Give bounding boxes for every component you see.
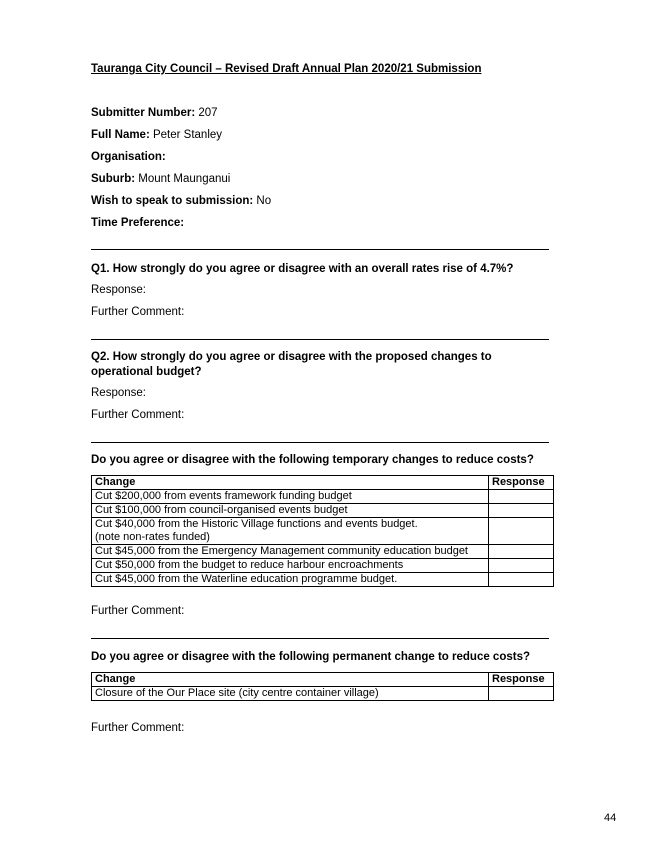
q2-response-label: Response:: [91, 387, 146, 399]
section-divider: [91, 638, 549, 639]
table-row: [92, 687, 554, 701]
q1-comment-label: Further Comment:: [91, 306, 185, 318]
organisation-field: [91, 151, 166, 163]
submitter-number-field: [91, 107, 218, 119]
change-cell: Cut $50,000 from the budget to reduce harbour encroachments: [92, 559, 489, 573]
time-preference-field: [91, 217, 184, 229]
submitter-number-label: Submitter Number:: [91, 107, 196, 119]
change-cell: [92, 518, 489, 545]
full-name-label: Full Name:: [91, 129, 150, 141]
section-divider: [91, 442, 549, 443]
table-header-row: [92, 673, 554, 687]
response-cell: [489, 518, 554, 545]
response-cell: [489, 559, 554, 573]
time-preference-label: Time Preference:: [91, 217, 185, 229]
change-cell: Cut $45,000 from the Waterline education programme budget.: [92, 573, 489, 587]
change-header: Change: [92, 476, 489, 490]
q2-question: Q2. How strongly do you agree or disagree with the proposed changes to operational budget?: [91, 351, 492, 378]
q2-comment-label: Further Comment:: [91, 409, 185, 421]
temporary-changes-table: [91, 475, 554, 587]
change-line-1: Cut $40,000 from the Historic Village functions and events budget.: [95, 518, 418, 530]
table-row: [92, 490, 554, 504]
temporary-comment-label: Further Comment:: [91, 605, 185, 617]
suburb-field: [91, 173, 230, 185]
table-header-row: [92, 476, 554, 490]
wish-to-speak-value: No: [253, 195, 272, 207]
suburb-value: Mount Maunganui: [135, 173, 231, 185]
response-cell: [489, 490, 554, 504]
table-row: [92, 504, 554, 518]
response-cell: [489, 545, 554, 559]
response-cell: [489, 573, 554, 587]
page-number: 44: [604, 812, 617, 824]
organisation-label: Organisation:: [91, 151, 166, 163]
table-row: [92, 545, 554, 559]
section-divider: [91, 249, 549, 250]
temporary-question: Do you agree or disagree with the following temporary changes to reduce costs?: [91, 454, 534, 466]
permanent-comment-label: Further Comment:: [91, 722, 185, 734]
response-cell: [489, 504, 554, 518]
wish-to-speak-label: Wish to speak to submission:: [91, 195, 254, 207]
change-cell: Cut $45,000 from the Emergency Management community education budget: [92, 545, 489, 559]
response-cell: [489, 687, 554, 701]
suburb-label: Suburb:: [91, 173, 136, 185]
response-header: Response: [489, 673, 554, 687]
response-header: Response: [489, 476, 554, 490]
permanent-question: Do you agree or disagree with the following permanent change to reduce costs?: [91, 651, 530, 663]
q1-response-label: Response:: [91, 284, 146, 296]
submitter-number-value: 207: [195, 107, 218, 119]
section-divider: [91, 339, 549, 340]
table-row: [92, 573, 554, 587]
document-title: Tauranga City Council – Revised Draft Annual Plan 2020/21 Submission: [91, 63, 482, 75]
change-line-2: (note non-rates funded): [95, 531, 210, 543]
table-row: [92, 559, 554, 573]
change-cell: Cut $200,000 from events framework funding budget: [92, 490, 489, 504]
permanent-change-table: [91, 672, 554, 701]
q1-question: Q1. How strongly do you agree or disagree with an overall rates rise of 4.7%?: [91, 263, 514, 275]
change-cell: Closure of the Our Place site (city centre container village): [92, 687, 489, 701]
full-name-value: Peter Stanley: [149, 129, 223, 141]
wish-to-speak-field: [91, 195, 271, 207]
table-row: [92, 518, 554, 545]
change-header: Change: [92, 673, 489, 687]
change-cell: Cut $100,000 from council-organised events budget: [92, 504, 489, 518]
full-name-field: [91, 129, 222, 141]
